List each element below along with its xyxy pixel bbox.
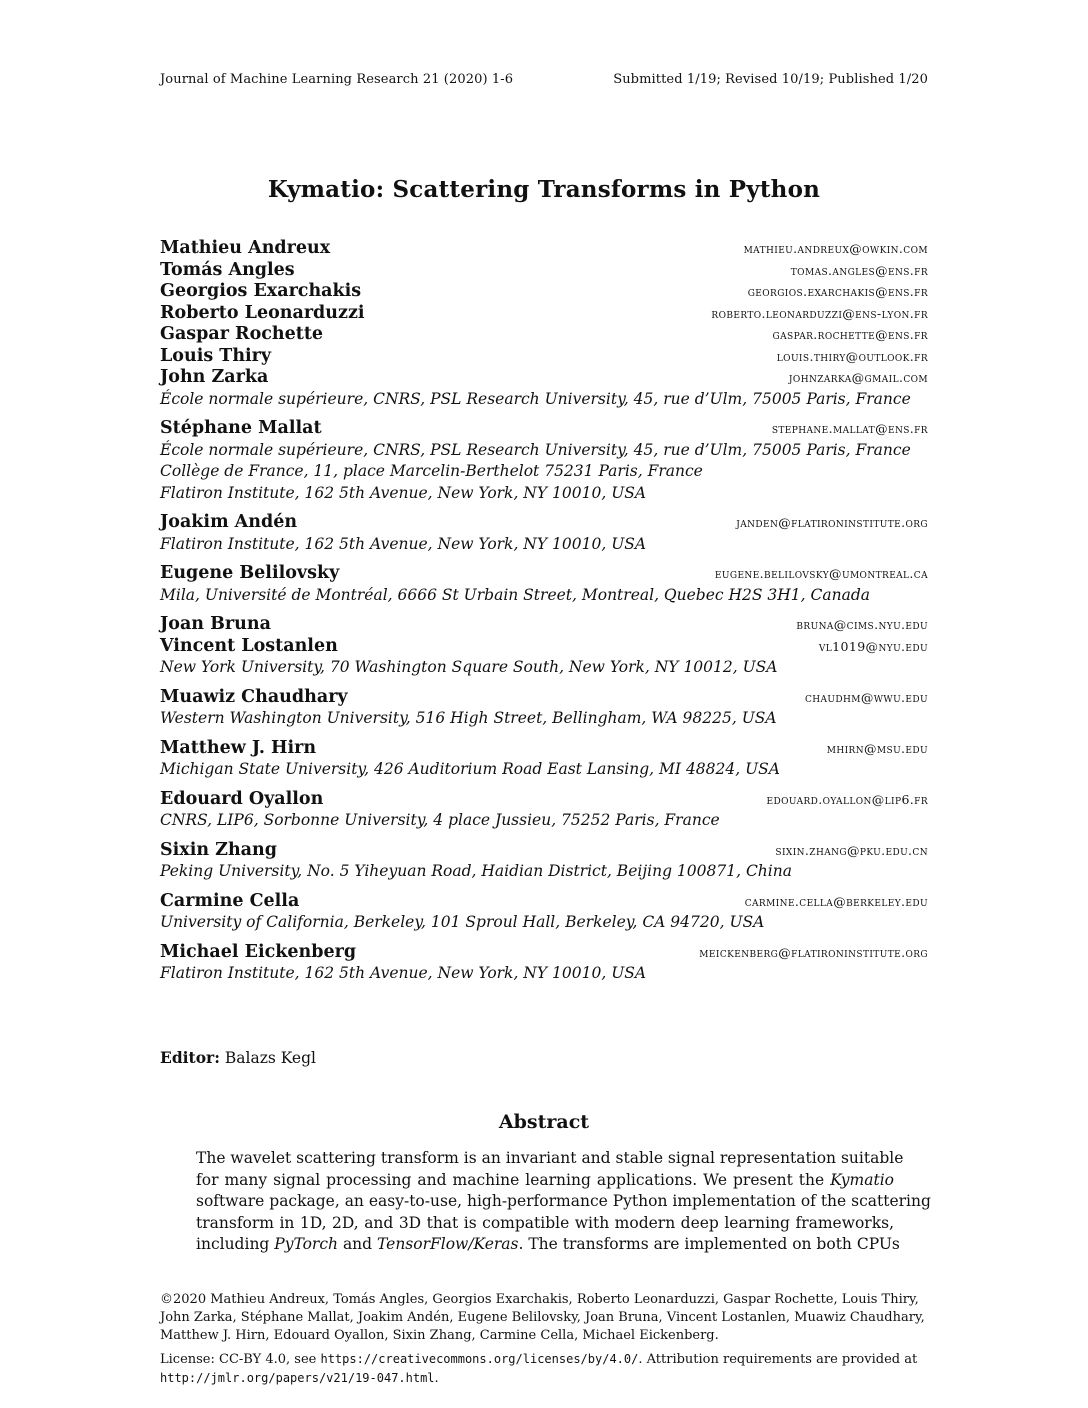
author-email[interactable]: sixin.zhang@pku.edu.cn [775,842,928,858]
author-email[interactable]: mhirn@msu.edu [826,740,928,756]
author-group [160,738,928,781]
abstract-line [196,1170,894,1192]
license-suffix: . [434,1371,439,1386]
author-row [160,324,928,346]
license-prefix: License: CC-BY 4.0, see [160,1352,321,1367]
journal-citation: Journal of Machine Learning Research 21 (2020) 1-6 [160,72,514,87]
author-email[interactable]: georgios.exarchakis@ens.fr [747,284,928,299]
author-row [160,636,928,658]
author-email[interactable]: gaspar.rochette@ens.fr [772,327,928,342]
author-name: Eugene Belilovsky [160,563,340,583]
author-group [160,614,928,679]
author-row [160,512,928,534]
author-name: Gaspar Rochette [160,324,324,344]
author-name: John Zarka [160,367,269,387]
author-name: Georgios Exarchakis [160,281,362,301]
author-row [160,687,928,709]
license-notice [160,1350,928,1388]
editor-name: Balazs Kegl [224,1049,316,1067]
abstract-text: and [338,1235,378,1253]
abstract-text: . The transforms are implemented on both CPUs [518,1235,900,1253]
software-name: TensorFlow/Keras [377,1235,519,1253]
author-row [160,891,928,913]
submission-dates: Submitted 1/19; Revised 10/19; Published 1/20 [613,72,928,87]
abstract-text: for many signal processing and machine learning applications. We present the [196,1170,831,1189]
author-name: Mathieu Andreux [160,238,331,258]
editor-label: Editor: [160,1048,220,1067]
author-name: Tomás Angles [160,259,295,280]
affiliation: Flatiron Institute, 162 5th Avenue, New York, NY 10010, USA [160,483,647,502]
author-name: Joan Bruna [160,614,271,634]
author-row [160,418,928,440]
author-email[interactable]: stephane.mallat@ens.fr [771,421,928,436]
abstract-heading: Abstract [498,1111,590,1133]
author-name: Roberto Leonarduzzi [160,302,365,323]
affiliation: Flatiron Institute, 162 5th Avenue, New York, NY 10010, USA [160,534,647,553]
author-email[interactable]: eugene.belilovsky@umontreal.ca [714,566,928,581]
abstract-body [196,1148,931,1256]
author-row [160,367,928,389]
author-email[interactable]: tomas.angles@ens.fr [790,262,928,278]
author-group [160,687,928,730]
author-email[interactable]: mathieu.andreux@owkin.com [743,241,928,256]
affiliation: École normale supérieure, CNRS, PSL Research University, 45, rue d’Ulm, 75005 Paris, France [160,440,911,459]
affiliation: Flatiron Institute, 162 5th Avenue, New York, NY 10010, USA [160,964,647,982]
author-group [160,563,928,606]
author-email[interactable]: louis.thiry@outlook.fr [776,348,928,364]
author-name: Louis Thiry [160,345,272,366]
affiliation: CNRS, LIP6, Sorbonne University, 4 place Jussieu, 75252 Paris, France [160,811,720,829]
author-email[interactable]: bruna@cims.nyu.edu [796,617,928,632]
software-name: PyTorch [274,1235,339,1253]
author-email[interactable]: chaudhm@wwu.edu [804,689,928,705]
abstract-text: The wavelet scattering transform is an invariant and stable signal representation suitable [196,1149,904,1167]
author-group [160,512,928,555]
affiliation: Michigan State University, 426 Auditorium Road East Lansing, MI 48824, USA [160,760,780,778]
author-email[interactable]: janden@flatironinstitute.org [736,515,928,530]
author-name: Joakim Andén [160,512,298,532]
author-email[interactable]: carmine.cella@berkeley.edu [744,893,928,909]
author-name: Matthew J. Hirn [160,737,317,758]
author-email[interactable]: meickenberg@flatironinstitute.org [699,944,928,960]
author-name: Vincent Lostanlen [160,635,338,656]
abstract-line [196,1213,894,1235]
author-group [160,789,928,832]
author-row [160,738,928,760]
author-row [160,840,928,862]
author-email[interactable]: vl1019@nyu.edu [818,638,928,654]
author-group [160,942,928,985]
editor-line [160,1048,316,1067]
abstract-text: transform in 1D, 2D, and 3D that is compatible with modern deep learning frameworks, [196,1213,894,1232]
author-row [160,281,928,303]
author-row [160,614,928,636]
author-name: Edouard Oyallon [160,788,324,809]
author-name: Stéphane Mallat [160,418,322,438]
author-email[interactable]: johnzarka@gmail.com [788,370,928,385]
abstract-line [196,1234,900,1256]
author-name: Carmine Cella [160,890,300,911]
author-row [160,563,928,585]
software-name: Kymatio [830,1170,894,1189]
affiliation: Peking University, No. 5 Yiheyuan Road, Haidian District, Beijing 100871, China [160,862,792,880]
author-list [160,238,928,993]
author-group [160,840,928,883]
affiliation: Collège de France, 11, place Marcelin-Berthelot 75231 Paris, France [160,462,703,480]
author-row [160,260,928,282]
author-group [160,418,928,504]
abstract-line [196,1191,931,1213]
affiliation: University of California, Berkeley, 101 Sproul Hall, Berkeley, CA 94720, USA [160,913,765,931]
author-name: Muawiz Chaudhary [160,686,348,707]
author-name: Michael Eickenberg [160,941,357,962]
abstract-text: software package, an easy-to-use, high-performance Python implementation of the scattering [196,1192,931,1210]
author-row [160,942,928,964]
license-url-link[interactable]: https://creativecommons.org/licenses/by/4.0/ [320,1352,639,1366]
author-email[interactable]: edouard.oyallon@lip6.fr [766,791,928,807]
affiliation: Western Washington University, 516 High Street, Bellingham, WA 98225, USA [160,709,777,727]
affiliation: École normale supérieure, CNRS, PSL Research University, 45, rue d’Ulm, 75005 Paris, France [160,389,911,408]
affiliation: New York University, 70 Washington Square South, New York, NY 10012, USA [160,658,778,676]
affiliation: Mila, Université de Montréal, 6666 St Urbain Street, Montreal, Quebec H2S 3H1, Canada [160,585,870,604]
paper-title: Kymatio: Scattering Transforms in Python [267,176,821,203]
author-row [160,346,928,368]
running-header [160,72,928,87]
license-middle: . Attribution requirements are provided at [638,1352,918,1367]
paper-url-link[interactable]: http://jmlr.org/papers/v21/19-047.html [160,1371,435,1385]
author-email[interactable]: roberto.leonarduzzi@ens-lyon.fr [711,305,928,321]
author-row [160,303,928,325]
author-row [160,238,928,260]
author-name: Sixin Zhang [160,839,277,860]
abstract-text: including [196,1235,275,1253]
author-row [160,789,928,811]
author-group [160,891,928,934]
abstract-line [196,1148,904,1170]
copyright-notice: ©2020 Mathieu Andreux, Tomás Angles, Georgios Exarchakis, Roberto Leonarduzzi, Gaspar Rochette, Louis Thiry, John Zarka, Stéphane Mallat, Joakim Andén, Eugene Belilovsky, Joan Bruna, Vincent Lostanlen, Muawiz Chaudhary, Matthew J. Hirn, Edouard Oyallon, Sixin Zhang, Carmine Cella, Michael Eickenberg. [160,1292,925,1343]
author-group [160,238,928,410]
